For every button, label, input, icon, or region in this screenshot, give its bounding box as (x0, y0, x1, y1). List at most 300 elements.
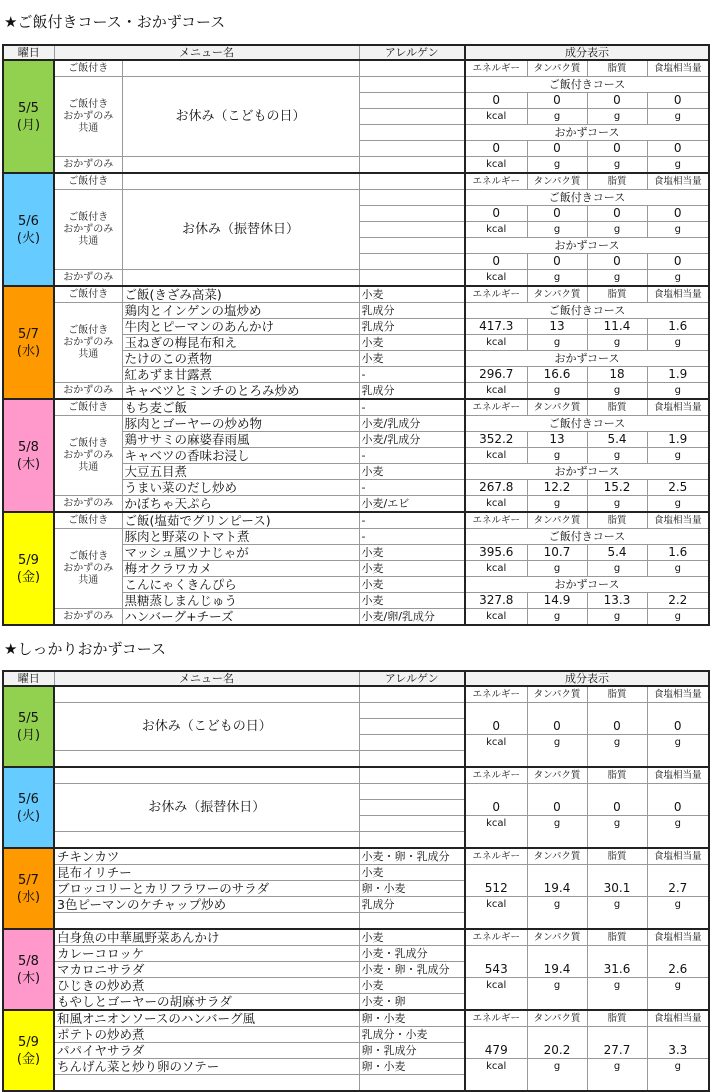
allergen (359, 93, 465, 109)
nutrition-value: 0 (647, 703, 709, 735)
label-common-line: おかずのみ (63, 449, 114, 461)
unit: g (527, 270, 587, 287)
menu-item: 和風オニオンソースのハンバーグ風 (54, 1010, 359, 1027)
nutrition-header: 脂質 (587, 399, 647, 416)
nutrition-header: タンパク質 (527, 767, 587, 784)
nutrition-value: 3.3 (647, 1027, 709, 1059)
gohan-course-value: 13 (527, 432, 587, 448)
unit: g (587, 157, 647, 174)
allergen: - (359, 480, 465, 496)
allergen (359, 60, 465, 77)
nutrition-value: 27.7 (587, 1027, 647, 1059)
gohan-course-value: 1.6 (647, 545, 709, 561)
unit: kcal (465, 157, 527, 174)
allergen (359, 735, 465, 751)
menu-item: もち麦ご飯 (122, 399, 359, 416)
label-common-line: ご飯付き (68, 437, 109, 449)
unit: g (647, 1059, 709, 1092)
gohan-course-value: 0 (647, 206, 709, 222)
label-common-line: ご飯付き (68, 98, 109, 110)
nutrition-value: 0 (587, 703, 647, 735)
menu-item: マカロニサラダ (54, 962, 359, 978)
menu-item: パパイヤサラダ (54, 1043, 359, 1059)
menu-item: かぼちゃ天ぷら (122, 496, 359, 513)
menu-item: 3色ピーマンのケチャップ炒め (54, 897, 359, 913)
menu-item: ひじきの炒め煮 (54, 978, 359, 994)
table-row (3, 60, 709, 77)
menu-item: 梅オクラワカメ (122, 561, 359, 577)
allergen: 小麦 (359, 593, 465, 609)
nutrition-header: 食塩相当量 (647, 60, 709, 77)
unit: g (587, 1059, 647, 1092)
allergen: 小麦 (359, 865, 465, 881)
menu-item: たけのこの煮物 (122, 351, 359, 367)
nutrition-value: 30.1 (587, 865, 647, 897)
nutrition-header: エネルギー (465, 1010, 527, 1027)
course-table-2 (2, 670, 710, 1092)
menu-item: もやしとゴーヤーの胡麻サラダ (54, 994, 359, 1011)
allergen: 乳成分 (359, 303, 465, 319)
nutrition-value: 543 (465, 946, 527, 978)
allergen: 小麦 (359, 561, 465, 577)
allergen: 小麦 (359, 577, 465, 593)
menu-item (122, 173, 359, 190)
unit: g (587, 335, 647, 351)
allergen (359, 800, 465, 816)
menu-item: 大豆五目煮 (122, 464, 359, 480)
unit: kcal (465, 222, 527, 238)
unit: g (527, 222, 587, 238)
gohan-course-value: 352.2 (465, 432, 527, 448)
nutrition-header: 脂質 (587, 512, 647, 529)
unit: g (587, 383, 647, 400)
nutrition-header: タンパク質 (527, 399, 587, 416)
allergen: 小麦/卵/乳成分 (359, 609, 465, 626)
label-common-line: 共通 (78, 348, 99, 360)
closed-notice: お休み（振替休日） (54, 784, 359, 832)
menu-item: カレーコロッケ (54, 946, 359, 962)
label-common-line: おかずのみ (63, 336, 114, 348)
menu-item (54, 751, 359, 768)
gohan-course-value: 1.6 (647, 319, 709, 335)
label-common-line: 共通 (78, 574, 99, 586)
table-row (3, 686, 709, 703)
unit: g (527, 561, 587, 577)
allergen (359, 719, 465, 735)
label-common-line: おかずのみ (63, 562, 114, 574)
day-cell (3, 1010, 54, 1091)
header-allergen: アレルゲン (359, 45, 465, 60)
gohan-course-value: 5.4 (587, 545, 647, 561)
nutrition-header: エネルギー (465, 929, 527, 946)
table-row (3, 1059, 709, 1075)
header-allergen: アレルゲン (359, 671, 465, 686)
unit: kcal (465, 448, 527, 464)
allergen: 小麦 (359, 978, 465, 994)
okazu-course-value: 0 (465, 141, 527, 157)
nutrition-header: エネルギー (465, 399, 527, 416)
unit: g (587, 978, 647, 1011)
gohan-course-label: ご飯付きコース (465, 416, 709, 432)
day-date: 5/5 (18, 100, 39, 116)
header-nutrition: 成分表示 (465, 45, 709, 60)
day-weekday: (火) (16, 808, 41, 824)
nutrition-header: エネルギー (465, 512, 527, 529)
table-row (3, 1027, 709, 1043)
label-common (54, 190, 122, 270)
table-row (3, 286, 709, 303)
unit: kcal (465, 383, 527, 400)
unit: g (647, 897, 709, 930)
day-weekday: (水) (16, 889, 41, 905)
nutrition-header: タンパク質 (527, 686, 587, 703)
label-okazu: おかずのみ (54, 270, 122, 287)
unit: kcal (465, 561, 527, 577)
menu-item: ご飯(塩茹でグリンピース) (122, 512, 359, 529)
unit: g (647, 816, 709, 849)
menu-item: 黒糖蒸しまんじゅう (122, 593, 359, 609)
day-date: 5/6 (18, 213, 39, 229)
table-row (3, 529, 709, 545)
nutrition-header: 脂質 (587, 686, 647, 703)
allergen (359, 686, 465, 703)
unit: g (647, 609, 709, 626)
nutrition-header: タンパク質 (527, 848, 587, 865)
nutrition-header: エネルギー (465, 173, 527, 190)
menu-item (122, 157, 359, 174)
gohan-course-value: 0 (465, 93, 527, 109)
unit: g (647, 383, 709, 400)
okazu-course-value: 0 (465, 254, 527, 270)
day-cell (3, 929, 54, 1010)
closed-notice: お休み（こどもの日） (122, 77, 359, 157)
unit: g (647, 222, 709, 238)
allergen (359, 751, 465, 768)
menu-item: ハンバーグ+チーズ (122, 609, 359, 626)
menu-item: うまい菜のだし炒め (122, 480, 359, 496)
unit: kcal (465, 270, 527, 287)
label-gohan: ご飯付き (54, 399, 122, 416)
nutrition-header: 食塩相当量 (647, 929, 709, 946)
nutrition-header: タンパク質 (527, 929, 587, 946)
okazu-course-label: おかずコース (465, 238, 709, 254)
day-cell (3, 686, 54, 767)
okazu-course-label: おかずコース (465, 351, 709, 367)
nutrition-header: 食塩相当量 (647, 1010, 709, 1027)
nutrition-header: 脂質 (587, 929, 647, 946)
menu-item: 紅あずま甘露煮 (122, 367, 359, 383)
menu-item: 豚肉と野菜のトマト煮 (122, 529, 359, 545)
gohan-course-value: 417.3 (465, 319, 527, 335)
day-cell (3, 60, 54, 173)
unit: g (647, 448, 709, 464)
menu-item: キャベツとミンチのとろみ炒め (122, 383, 359, 400)
course-table-1 (2, 44, 710, 626)
nutrition-header: 食塩相当量 (647, 848, 709, 865)
menu-item: ポテトの炒め煮 (54, 1027, 359, 1043)
section1-title: ★ご飯付きコース・おかずコース (4, 13, 226, 31)
allergen: 小麦/乳成分 (359, 432, 465, 448)
nutrition-header: 脂質 (587, 767, 647, 784)
menu-item: ブロッコリーとカリフラワーのサラダ (54, 881, 359, 897)
gohan-course-value: 0 (587, 93, 647, 109)
table-row (3, 865, 709, 881)
nutrition-value: 0 (465, 784, 527, 816)
okazu-course-value: 267.8 (465, 480, 527, 496)
allergen (359, 703, 465, 719)
day-cell (3, 173, 54, 286)
table-row (3, 157, 709, 174)
allergen: - (359, 448, 465, 464)
nutrition-value: 2.6 (647, 946, 709, 978)
unit: g (527, 496, 587, 513)
table-row (3, 1010, 709, 1027)
okazu-course-value: 1.9 (647, 367, 709, 383)
closed-notice: お休み（振替休日） (122, 190, 359, 270)
day-weekday: (火) (16, 230, 41, 246)
allergen (359, 125, 465, 141)
table-row (3, 848, 709, 865)
gohan-course-value: 0 (647, 93, 709, 109)
unit: kcal (465, 335, 527, 351)
menu-item: 鶏肉とインゲンの塩炒め (122, 303, 359, 319)
okazu-course-value: 0 (587, 141, 647, 157)
nutrition-header: タンパク質 (527, 173, 587, 190)
okazu-course-value: 2.2 (647, 593, 709, 609)
allergen: 小麦/乳成分 (359, 416, 465, 432)
nutrition-header: 脂質 (587, 286, 647, 303)
unit: g (587, 735, 647, 768)
nutrition-value: 512 (465, 865, 527, 897)
unit: g (527, 157, 587, 174)
nutrition-value: 0 (527, 703, 587, 735)
header-menu: メニュー名 (54, 45, 359, 60)
allergen: 小麦 (359, 286, 465, 303)
allergen: 乳成分 (359, 383, 465, 400)
allergen (359, 767, 465, 784)
label-common-line: 共通 (78, 122, 99, 134)
allergen (359, 270, 465, 287)
menu-item: 玉ねぎの梅昆布和え (122, 335, 359, 351)
gohan-course-value: 0 (527, 206, 587, 222)
day-date: 5/9 (18, 552, 39, 568)
nutrition-header: エネルギー (465, 848, 527, 865)
gohan-course-value: 395.6 (465, 545, 527, 561)
day-weekday: (金) (16, 1051, 41, 1067)
nutrition-header: 食塩相当量 (647, 399, 709, 416)
day-weekday: (月) (16, 727, 41, 743)
label-gohan: ご飯付き (54, 173, 122, 190)
label-okazu: おかずのみ (54, 383, 122, 400)
gohan-course-value: 11.4 (587, 319, 647, 335)
gohan-course-value: 1.9 (647, 432, 709, 448)
nutrition-value: 0 (647, 784, 709, 816)
label-common (54, 416, 122, 496)
nutrition-header: エネルギー (465, 60, 527, 77)
nutrition-header: タンパク質 (527, 286, 587, 303)
table-row (3, 383, 709, 400)
label-okazu: おかずのみ (54, 157, 122, 174)
label-common-line: 共通 (78, 235, 99, 247)
unit: g (527, 816, 587, 849)
allergen: 乳成分 (359, 319, 465, 335)
okazu-course-value: 2.5 (647, 480, 709, 496)
unit: g (527, 1059, 587, 1092)
unit: g (587, 496, 647, 513)
menu-item (54, 686, 359, 703)
unit: g (647, 496, 709, 513)
nutrition-value: 19.4 (527, 865, 587, 897)
nutrition-header: 食塩相当量 (647, 767, 709, 784)
allergen: 小麦 (359, 335, 465, 351)
section2-title: ★しっかりおかずコース (4, 640, 166, 658)
menu-item: マッシュ風ツナじゃが (122, 545, 359, 561)
allergen (359, 190, 465, 206)
unit: g (647, 735, 709, 768)
day-weekday: (月) (16, 117, 41, 133)
unit: g (527, 609, 587, 626)
unit: g (647, 978, 709, 1011)
nutrition-value: 19.4 (527, 946, 587, 978)
allergen: 小麦 (359, 464, 465, 480)
table-row (3, 946, 709, 962)
label-common-line: ご飯付き (68, 324, 109, 336)
allergen: 卵・乳成分 (359, 1043, 465, 1059)
gohan-course-value: 5.4 (587, 432, 647, 448)
allergen: 小麦 (359, 351, 465, 367)
allergen (359, 77, 465, 93)
unit: g (587, 270, 647, 287)
allergen (359, 173, 465, 190)
unit: g (587, 609, 647, 626)
unit: g (587, 448, 647, 464)
unit: g (527, 897, 587, 930)
day-date: 5/7 (18, 872, 39, 888)
allergen (359, 141, 465, 157)
allergen: 小麦・卵 (359, 994, 465, 1011)
okazu-course-label: おかずコース (465, 125, 709, 141)
nutrition-value: 0 (587, 784, 647, 816)
table-row (3, 270, 709, 287)
allergen: 小麦 (359, 929, 465, 946)
nutrition-header: 食塩相当量 (647, 173, 709, 190)
menu-item: 昆布イリチー (54, 865, 359, 881)
nutrition-header: 食塩相当量 (647, 512, 709, 529)
gohan-course-label: ご飯付きコース (465, 303, 709, 319)
day-weekday: (木) (16, 456, 41, 472)
day-weekday: (金) (16, 569, 41, 585)
okazu-course-label: おかずコース (465, 464, 709, 480)
nutrition-header: エネルギー (465, 767, 527, 784)
table-row (3, 303, 709, 319)
nutrition-header: 脂質 (587, 60, 647, 77)
unit: kcal (465, 978, 527, 1011)
allergen: 卵・小麦 (359, 881, 465, 897)
label-common-line: 共通 (78, 461, 99, 473)
label-common-line: おかずのみ (63, 223, 114, 235)
allergen: - (359, 367, 465, 383)
unit: g (587, 109, 647, 125)
day-cell (3, 512, 54, 625)
label-okazu: おかずのみ (54, 609, 122, 626)
gohan-course-label: ご飯付きコース (465, 529, 709, 545)
unit: g (647, 157, 709, 174)
unit: g (527, 383, 587, 400)
nutrition-header: 脂質 (587, 848, 647, 865)
table-row (3, 978, 709, 994)
menu-item (122, 270, 359, 287)
table-row (3, 190, 709, 206)
nutrition-value: 31.6 (587, 946, 647, 978)
nutrition-value: 20.2 (527, 1027, 587, 1059)
header-day: 曜日 (3, 45, 54, 60)
unit: g (587, 897, 647, 930)
okazu-course-value: 13.3 (587, 593, 647, 609)
header-nutrition: 成分表示 (465, 671, 709, 686)
menu-item (54, 832, 359, 849)
gohan-course-value: 0 (465, 206, 527, 222)
allergen (359, 206, 465, 222)
okazu-course-value: 15.2 (587, 480, 647, 496)
allergen: 小麦・乳成分 (359, 946, 465, 962)
unit: kcal (465, 735, 527, 768)
day-date: 5/6 (18, 791, 39, 807)
okazu-course-value: 0 (587, 254, 647, 270)
header-menu: メニュー名 (54, 671, 359, 686)
okazu-course-value: 16.6 (527, 367, 587, 383)
allergen (359, 222, 465, 238)
unit: g (647, 335, 709, 351)
nutrition-header: 食塩相当量 (647, 686, 709, 703)
okazu-course-value: 0 (647, 254, 709, 270)
menu-item (54, 767, 359, 784)
table-row (3, 767, 709, 784)
unit: g (527, 448, 587, 464)
table-row (3, 929, 709, 946)
gohan-course-value: 0 (527, 93, 587, 109)
nutrition-header: エネルギー (465, 286, 527, 303)
day-cell (3, 399, 54, 512)
nutrition-header: タンパク質 (527, 1010, 587, 1027)
label-gohan: ご飯付き (54, 60, 122, 77)
day-weekday: (水) (16, 343, 41, 359)
nutrition-header: タンパク質 (527, 512, 587, 529)
menu-item: ちんげん菜と炒り卵のソテー (54, 1059, 359, 1075)
table-row (3, 496, 709, 513)
allergen: 小麦 (359, 545, 465, 561)
allergen: 小麦/エビ (359, 496, 465, 513)
unit: g (647, 561, 709, 577)
gohan-course-value: 13 (527, 319, 587, 335)
allergen: 小麦・卵・乳成分 (359, 962, 465, 978)
allergen (359, 832, 465, 849)
allergen: - (359, 399, 465, 416)
unit: g (647, 270, 709, 287)
unit: kcal (465, 897, 527, 930)
gohan-course-label: ご飯付きコース (465, 190, 709, 206)
label-common (54, 529, 122, 609)
table-row (3, 703, 709, 719)
unit: kcal (465, 609, 527, 626)
allergen: 乳成分・小麦 (359, 1027, 465, 1043)
menu-item: 白身魚の中華風野菜あんかけ (54, 929, 359, 946)
table-row (3, 512, 709, 529)
table-row (3, 77, 709, 93)
unit: g (587, 222, 647, 238)
okazu-course-value: 327.8 (465, 593, 527, 609)
label-common-line: おかずのみ (63, 110, 114, 122)
allergen (359, 254, 465, 270)
